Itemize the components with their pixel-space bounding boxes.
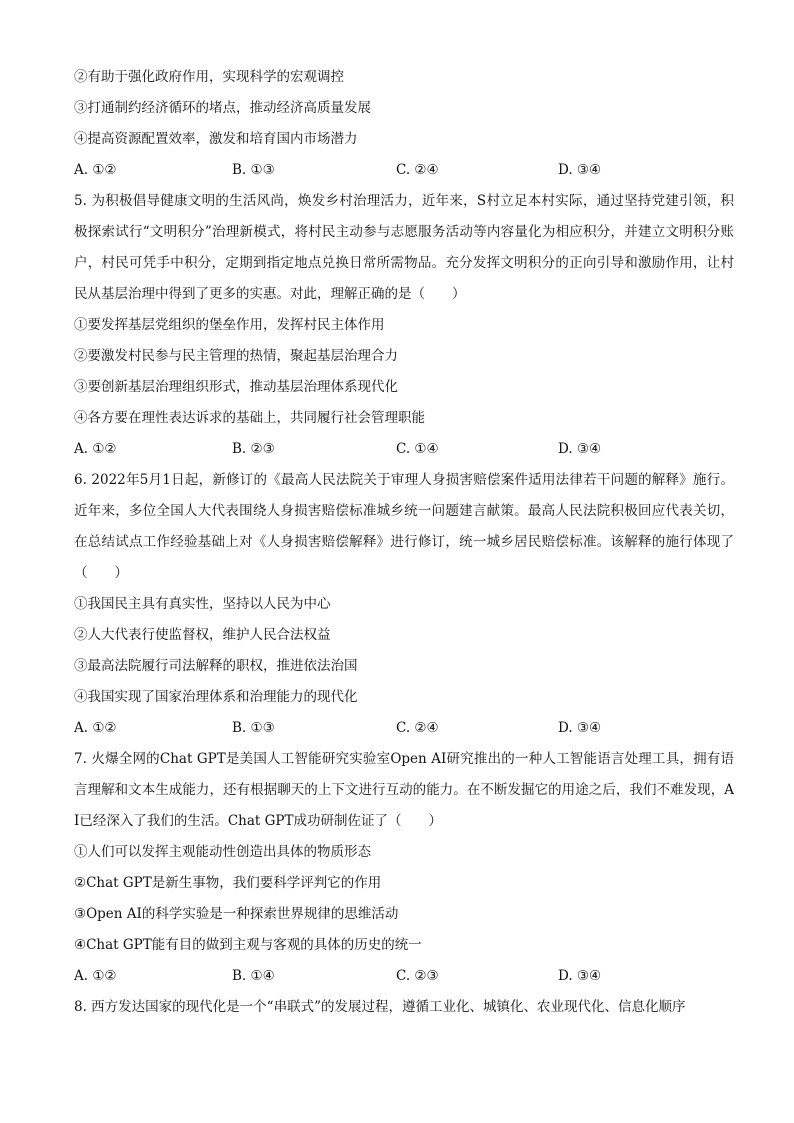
q4-choice-d: D. ③④ [558, 162, 602, 178]
question-8 [74, 992, 734, 1023]
question-7 [74, 744, 734, 992]
q6-choice-d: D. ③④ [558, 720, 602, 736]
q7-choice-a: A. ①② [74, 968, 117, 984]
q7-choice-c: C. ②③ [396, 968, 439, 984]
q7-choice-d: D. ③④ [558, 968, 602, 984]
question-6 [74, 465, 734, 744]
q6-statement-4: ④我国实现了国家治理体系和治理能力的现代化 [74, 689, 358, 705]
q4-statement-2: ②有助于强化政府作用，实现科学的宏观调控 [74, 69, 344, 85]
q5-choice-b: B. ②③ [232, 441, 275, 457]
q7-choice-b: B. ①④ [232, 968, 275, 984]
exam-page [74, 62, 734, 1023]
q5-choice-d: D. ③④ [558, 441, 602, 457]
q5-statement-2: ②要激发村民参与民主管理的热情，聚起基层治理合力 [74, 348, 398, 364]
q5-statement-4: ④各方要在理性表达诉求的基础上，共同履行社会管理职能 [74, 410, 425, 426]
q4-choice-c: C. ②④ [396, 162, 439, 178]
q4-statement-4: ④提高资源配置效率，激发和培育国内市场潜力 [74, 131, 358, 147]
q5-statement-1: ①要发挥基层党组织的堡垒作用，发挥村民主体作用 [74, 317, 385, 333]
q5-stem: 5. 为积极倡导健康文明的生活风尚，焕发乡村治理活力，近年来，S村立足本村实际，通过坚持党建引领，积极探索试行“文明积分”治理新模式，将村民主动参与志愿服务活动等内容量化为相应积分，并建立文明积分账户，村民可凭手中积分，定期到指定地点兑换日常所需物品。充分发挥文明积分的正向引导和激励作用，让村民从基层治理中得到了更多的实惠。对此，理解正确的是（ ） [74, 193, 734, 302]
q6-choice-c: C. ②④ [396, 720, 439, 736]
question-4 [74, 62, 734, 186]
q7-stem: 7. 火爆全网的Chat GPT是美国人工智能研究实验室Open AI研究推出的一种人工智能语言处理工具，拥有语言理解和文本生成能力，还有根据聊天的上下文进行互动的能力。在不断发掘它的用途之后，我们不难发现，AI已经深入了我们的生活。Chat GPT成功研制佐证了（ ） [74, 751, 734, 829]
q6-statement-2: ②人大代表行使监督权，维护人民合法权益 [74, 627, 331, 643]
q5-choices [74, 434, 734, 465]
q7-statement-4: ④Chat GPT能有目的做到主观与客观的具体的历史的统一 [74, 937, 422, 953]
q6-stem: 6. 2022年5月1日起，新修订的《最高人民法院关于审理人身损害赔偿案件适用法律若干问题的解释》施行。近年来，多位全国人大代表围绕人身损害赔偿标准城乡统一问题建言献策。最高人民法院积极回应代表关切，在总结试点工作经验基础上对《人身损害赔偿解释》进行修订，统一城乡居民赔偿标准。该解释的施行体现了（ ） [74, 472, 734, 581]
q4-choices [74, 155, 734, 186]
q4-statement-3: ③打通制约经济循环的堵点，推动经济高质量发展 [74, 100, 371, 116]
q6-statement-1: ①我国民主具有真实性，坚持以人民为中心 [74, 596, 331, 612]
question-5 [74, 186, 734, 465]
q6-choices [74, 713, 734, 744]
q6-choice-a: A. ①② [74, 720, 117, 736]
q6-statement-3: ③最高法院履行司法解释的职权，推进依法治国 [74, 658, 358, 674]
q7-statement-3: ③Open AI的科学实验是一种探索世界规律的思维活动 [74, 906, 399, 922]
q5-choice-a: A. ①② [74, 441, 117, 457]
q4-choice-b: B. ①③ [232, 162, 275, 178]
q7-statement-1: ①人们可以发挥主观能动性创造出具体的物质形态 [74, 844, 371, 860]
q7-choices [74, 961, 734, 992]
q4-choice-a: A. ①② [74, 162, 117, 178]
q6-choice-b: B. ①③ [232, 720, 275, 736]
q5-statement-3: ③要创新基层治理组织形式，推动基层治理体系现代化 [74, 379, 398, 395]
q8-stem: 8. 西方发达国家的现代化是一个“串联式”的发展过程，遵循工业化、城镇化、农业现代化、信息化顺序 [74, 999, 686, 1015]
q5-choice-c: C. ①④ [396, 441, 439, 457]
q7-statement-2: ②Chat GPT是新生事物，我们要科学评判它的作用 [74, 875, 382, 891]
